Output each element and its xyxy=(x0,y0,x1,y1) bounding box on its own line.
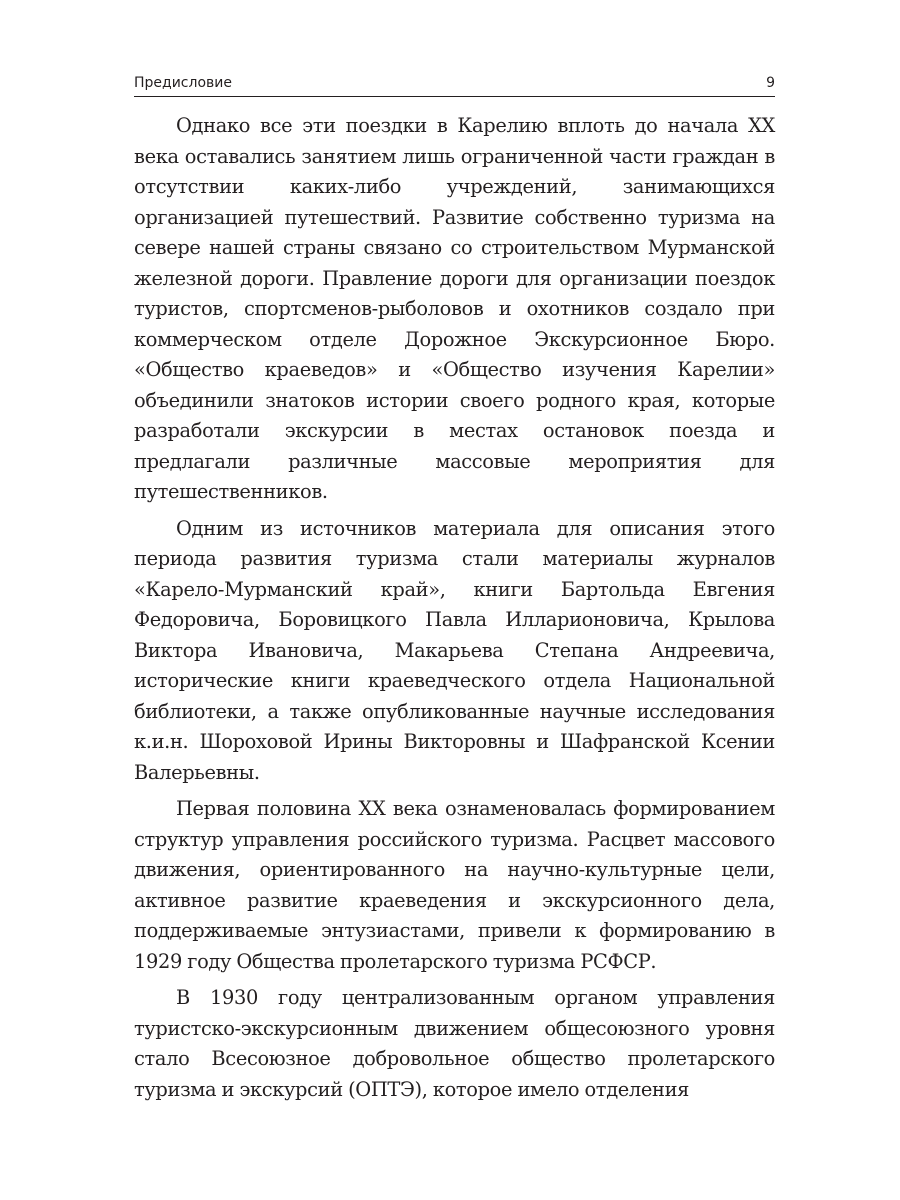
running-header xyxy=(134,72,775,97)
paragraph: Однако все эти поездки в Карелию вплоть до начала XX века оставались занятием лишь ограниченной части граждан в отсутствии каких-либо учреждений, занимающихся организацией путешествий. Развитие собственно туризма на севере нашей страны связано со строительством Мурманской железной дороги. Правление дороги для организации поездок туристов, спортсменов-рыболовов и охотников создало при коммерческом отделе Дорожное Экскурсионное Бюро. «Общество краеведов» и «Общество изучения Карелии» объединили знатоков истории своего родного края, которые разработали экскурсии в местах остановок поезда и предлагали различные массовые мероприятия для путешественников. xyxy=(134,114,775,503)
paragraph: В 1930 году централизованным органом управления туристско-экскурсионным движением общесоюзного уровня стало Всесоюзное добровольное общество пролетарского туризма и экскурсий (ОПТЭ), которое имело отделения xyxy=(134,986,775,1101)
paragraph: Одним из источников материала для описания этого периода развития туризма стали материалы журналов «Карело-Мурманский край», книги Бартольда Евгения Федоровича, Боровицкого Павла Илларионовича, Крылова Виктора Ивановича, Макарьева Степана Андреевича, исторические книги краеведческого отдела Национальной библиотеки, а также опубликованные научные исследования к.и.н. Шороховой Ирины Викторовны и Шафранской Ксении Валерьевны. xyxy=(134,516,775,784)
page-number: 9 xyxy=(766,75,775,91)
paragraph: Первая половина XX века ознаменовалась формированием структур управления российского туризма. Расцвет массового движения, ориентированного на научно-культурные цели, активное развитие краеведения и экскурсионного дела, поддерживаемые энтузиастами, привели к формированию в 1929 году Общества пролетарского туризма РСФСР. xyxy=(134,797,775,973)
section-title: Предисловие xyxy=(134,75,232,91)
body-text xyxy=(134,111,775,1111)
